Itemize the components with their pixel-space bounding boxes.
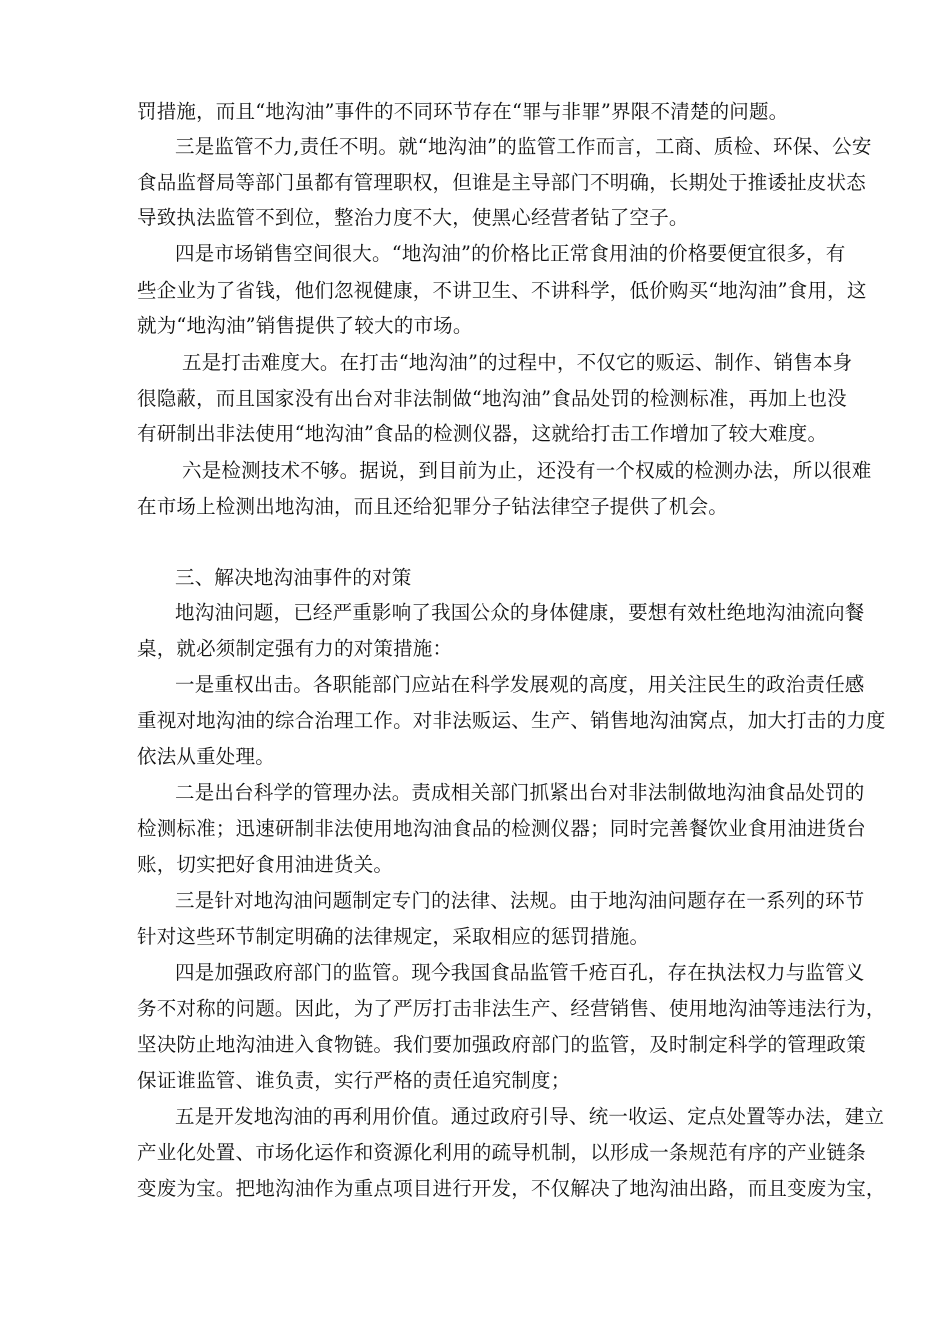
text-line: 检测标准；迅速研制非法使用地沟油食品的检测仪器；同时完善餐饮业食用油进货台 <box>137 817 866 840</box>
text-line: 四是市场销售空间很大。“地沟油”的价格比正常食用油的价格要便宜很多，有 <box>175 242 846 265</box>
text-line: 务不对称的问题。因此，为了严厉打击非法生产、经营销售、使用地沟油等违法行为， <box>137 997 886 1020</box>
text-line: 保证谁监管、谁负责，实行严格的责任追究制度； <box>137 1069 571 1092</box>
text-line: 产业化处置、市场化运作和资源化利用的疏导机制，以形成一条规范有序的产业链条 <box>137 1141 866 1164</box>
text-line: 账，切实把好食用油进货关。 <box>137 853 394 876</box>
text-line: 三是监管不力,责任不明。就“地沟油”的监管工作而言，工商、质检、环保、公安 <box>175 135 872 158</box>
text-line: 有研制出非法使用“地沟油”食品的检测仪器，这就给打击工作增加了较大难度。 <box>137 422 828 445</box>
text-line: 桌，就必须制定强有力的对策措施： <box>137 637 453 660</box>
text-line: 变废为宝。把地沟油作为重点项目进行开发，不仅解决了地沟油出路，而且变废为宝， <box>137 1177 886 1200</box>
text-line: 就为“地沟油”销售提供了较大的市场。 <box>137 314 473 337</box>
text-line: 很隐蔽，而且国家没有出台对非法制做“地沟油”食品处罚的检测标准，再加上也没 <box>137 387 847 410</box>
text-line: 六是检测技术不够。据说，到目前为止，还没有一个权威的检测办法，所以很难 <box>182 459 872 482</box>
text-line: 重视对地沟油的综合治理工作。对非法贩运、生产、销售地沟油窝点，加大打击的力度 <box>137 709 886 732</box>
text-line: 在市场上检测出地沟油，而且还给犯罪分子钻法律空子提供了机会。 <box>137 495 729 518</box>
text-line: 罚措施，而且“地沟油”事件的不同环节存在“罪与非罪”界限不清楚的问题。 <box>137 100 789 123</box>
section-heading: 三、解决地沟油事件的对策 <box>175 566 412 589</box>
text-line: 些企业为了省钱，他们忽视健康，不讲卫生、不讲科学，低价购买“地沟油”食用，这 <box>137 279 867 302</box>
text-line: 五是开发地沟油的再利用价值。通过政府引导、统一收运、定点处置等办法，建立 <box>175 1105 885 1128</box>
text-line: 针对这些环节制定明确的法律规定，采取相应的惩罚措施。 <box>137 925 650 948</box>
text-line: 坚决防止地沟油进入食物链。我们要加强政府部门的监管，及时制定科学的管理政策 <box>137 1033 866 1056</box>
text-line: 三是针对地沟油问题制定专门的法律、法规。由于地沟油问题存在一系列的环节 <box>175 889 865 912</box>
text-line: 二是出台科学的管理办法。责成相关部门抓紧出台对非法制做地沟油食品处罚的 <box>175 781 865 804</box>
text-line: 食品监督局等部门虽都有管理职权，但谁是主导部门不明确，长期处于推诿扯皮状态 <box>137 171 866 194</box>
text-line: 五是打击难度大。在打击“地沟油”的过程中，不仅它的贩运、制作、销售本身 <box>182 351 853 374</box>
text-line: 地沟油问题，已经严重影响了我国公众的身体健康，要想有效杜绝地沟油流向餐 <box>175 601 865 624</box>
text-line: 依法从重处理。 <box>137 745 275 768</box>
text-line: 一是重权出击。各职能部门应站在科学发展观的高度，用关注民生的政治责任感 <box>175 673 865 696</box>
text-line: 导致执法监管不到位，整治力度不大，使黑心经营者钻了空子。 <box>137 206 689 229</box>
text-line: 四是加强政府部门的监管。现今我国食品监管千疮百孔，存在执法权力与监管义 <box>175 961 865 984</box>
